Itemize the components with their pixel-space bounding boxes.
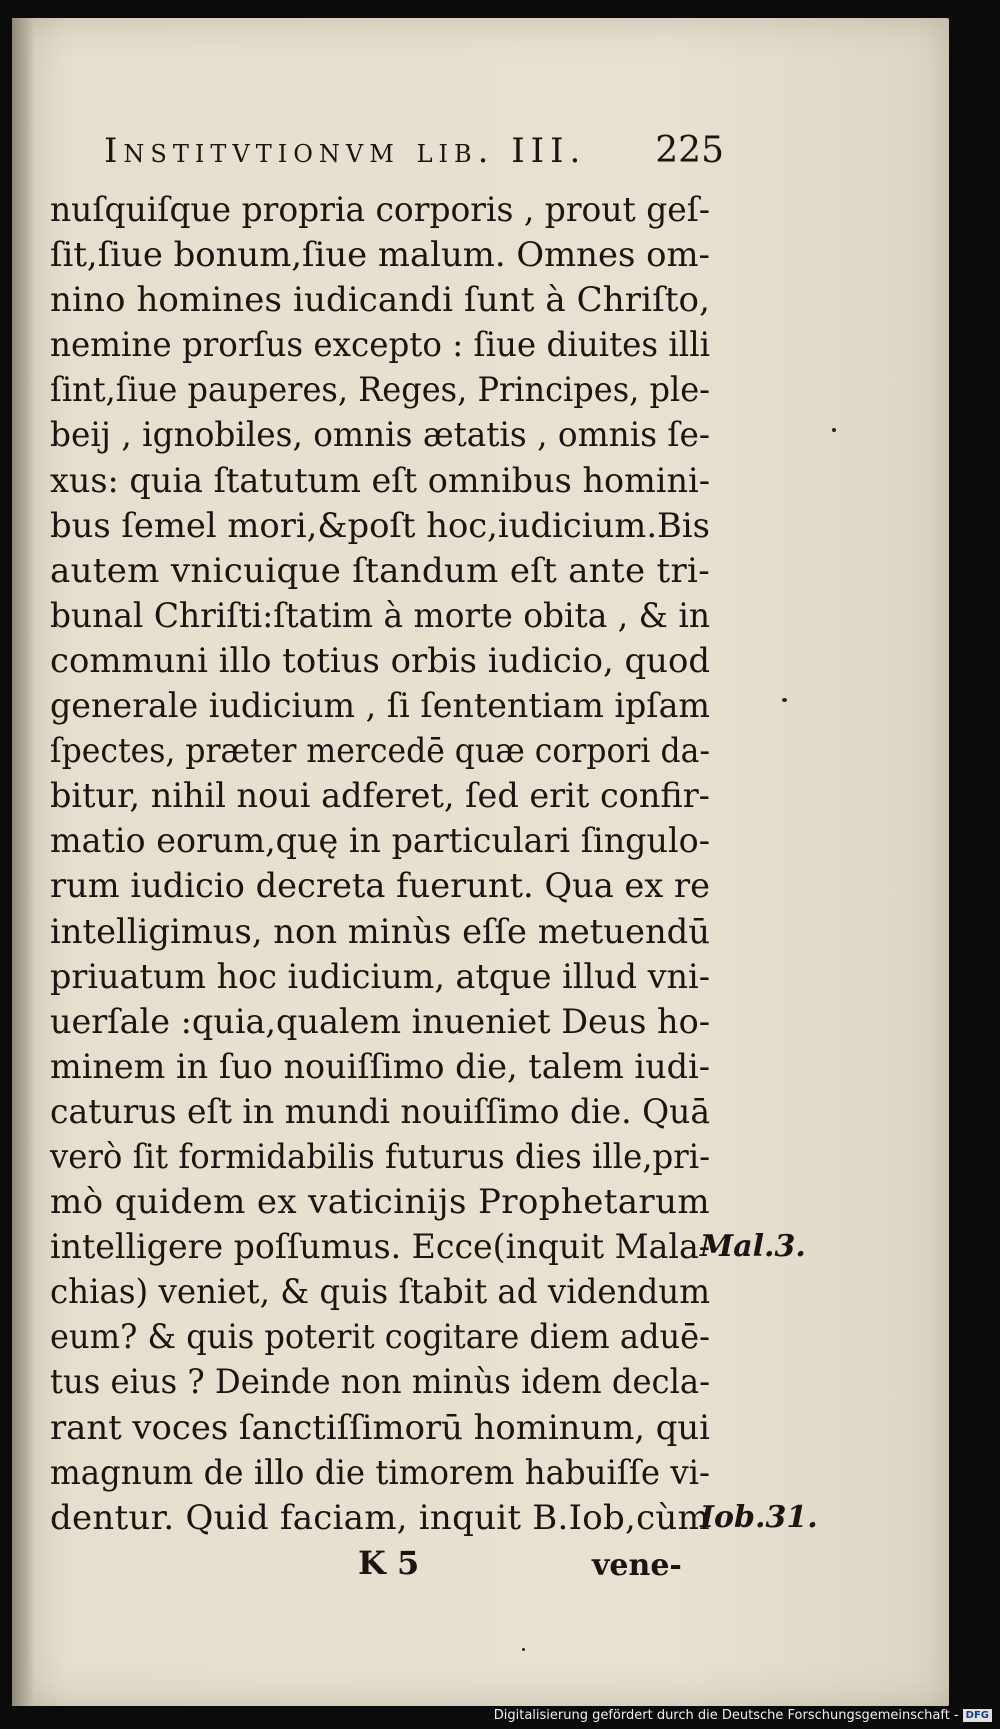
- running-head: [104, 130, 724, 180]
- text-line-content: eum? & quis poterit cogitare diem aduē-: [50, 1317, 710, 1358]
- text-line: [50, 1135, 710, 1180]
- catchword: vene-: [592, 1548, 682, 1583]
- text-line-content: chias) veniet, & quis ſtabit ad videndum: [50, 1272, 710, 1313]
- text-line: [50, 819, 710, 864]
- text-line: [50, 729, 710, 774]
- text-line: [50, 1225, 710, 1270]
- text-line: [50, 1315, 710, 1360]
- text-line-content: caturus eſt in mundi nouiſſimo die. Quā: [50, 1091, 710, 1132]
- text-line: [50, 1045, 710, 1090]
- text-line: [50, 639, 710, 684]
- text-line-content: priuatum hoc iudicium, atque illud vni-: [50, 956, 710, 997]
- book-page: [12, 18, 949, 1706]
- text-line-content: communi illo totius orbis iudicio, quod: [50, 640, 710, 681]
- text-line-content: bunal Chriſti:ſtatim à morte obita , & in: [50, 595, 710, 636]
- text-line-content: ſint,ſiue pauperes, Reges, Principes, ple-: [50, 370, 710, 411]
- text-line: [50, 684, 710, 729]
- text-line: [50, 233, 710, 278]
- text-line: [50, 1270, 710, 1315]
- text-line-content: nemine prorſus excepto : ſiue diuites illi: [50, 325, 710, 366]
- digitization-credit: [494, 1708, 992, 1723]
- text-line: [50, 459, 710, 504]
- text-line-content: autem vnicuique ſtandum eſt ante tri-: [50, 550, 710, 591]
- text-line: [50, 504, 710, 549]
- text-line-content: dentur. Quid faciam, inquit B.Iob,cùm: [50, 1497, 710, 1538]
- text-line-content: uerſale :quia,qualem inueniet Deus ho-: [50, 1001, 710, 1042]
- body-text: [50, 188, 710, 1541]
- text-line: [50, 910, 710, 955]
- text-line: [50, 1090, 710, 1135]
- text-line: [50, 1180, 710, 1225]
- text-line: [50, 1000, 710, 1045]
- ink-speck: [782, 698, 787, 702]
- text-line: [50, 549, 710, 594]
- text-line-content: mò quidem ex vaticinijs Prophetarum: [50, 1182, 710, 1223]
- text-line-content: tus eius ? Deinde non minùs idem decla-: [50, 1362, 710, 1403]
- text-line-content: beij , ignobiles, omnis ætatis , omnis ſe-: [50, 415, 710, 456]
- text-line: [50, 1360, 710, 1405]
- signature-mark: K 5: [358, 1544, 420, 1582]
- ink-speck: [832, 428, 836, 432]
- text-line: [50, 774, 710, 819]
- credit-text: Digitalisierung gefördert durch die Deutsche Forschungsgemeinschaft -: [493, 1708, 959, 1723]
- text-line-content: matio eorum,quę in particulari ſingulo-: [50, 821, 710, 862]
- ink-speck: [522, 1648, 525, 1651]
- text-line-content: nino homines iudicandi ſunt à Chriſto,: [50, 280, 710, 321]
- text-line: [50, 323, 710, 368]
- text-line-content: xus: quia ſtatutum eſt omnibus homini-: [50, 460, 710, 501]
- text-line-content: bus ſemel mori,&poſt hoc,iudicium.Bis: [50, 505, 710, 546]
- text-line-content: magnum de illo die timorem habuiſſe vi-: [50, 1452, 710, 1493]
- text-line-content: ſpectes, præter mercedē quæ corpori da-: [50, 731, 710, 772]
- text-line-content: rant voces ſanctiſſimorū hominum, qui: [50, 1407, 710, 1448]
- text-line-content: nuſquiſque propria corporis , prout geſ-: [50, 190, 710, 230]
- text-line: [50, 1406, 710, 1451]
- margin-note-malachi: Mal.3.: [700, 1229, 806, 1265]
- text-line-content: verò ſit formidabilis futurus dies ille,pri-: [50, 1136, 710, 1177]
- text-line: [50, 1496, 710, 1541]
- dfg-logo-icon: DFG: [963, 1709, 992, 1722]
- text-line-content: bitur, nihil noui adferet, ſed erit confir-: [50, 776, 710, 817]
- text-line: [50, 278, 710, 323]
- text-line-content: rum iudicio decreta fuerunt. Qua ex re: [50, 866, 710, 907]
- page-gutter: [12, 18, 34, 1706]
- text-line: [50, 594, 710, 639]
- text-line: [50, 955, 710, 1000]
- text-line: [50, 188, 710, 233]
- margin-note-job: Iob.31.: [700, 1499, 818, 1535]
- text-line-content: intelligimus, non minùs eſſe metuendū: [50, 911, 710, 952]
- page-number: 225: [655, 130, 724, 171]
- text-line-content: minem in ſuo nouiſſimo die, talem iudi-: [50, 1046, 710, 1087]
- text-line-content: intelligere poſſumus. Ecce(inquit Mala-: [50, 1227, 710, 1268]
- text-line: [50, 413, 710, 458]
- text-line: [50, 864, 710, 909]
- text-line: [50, 1451, 710, 1496]
- text-line: [50, 368, 710, 413]
- text-line-content: ſit,ſiue bonum,ſiue malum. Omnes om-: [50, 235, 710, 276]
- running-head-title: Institvtionvm lib. III.: [104, 131, 587, 171]
- text-line-content: generale iudicium , ſi ſententiam ipſam: [50, 686, 710, 727]
